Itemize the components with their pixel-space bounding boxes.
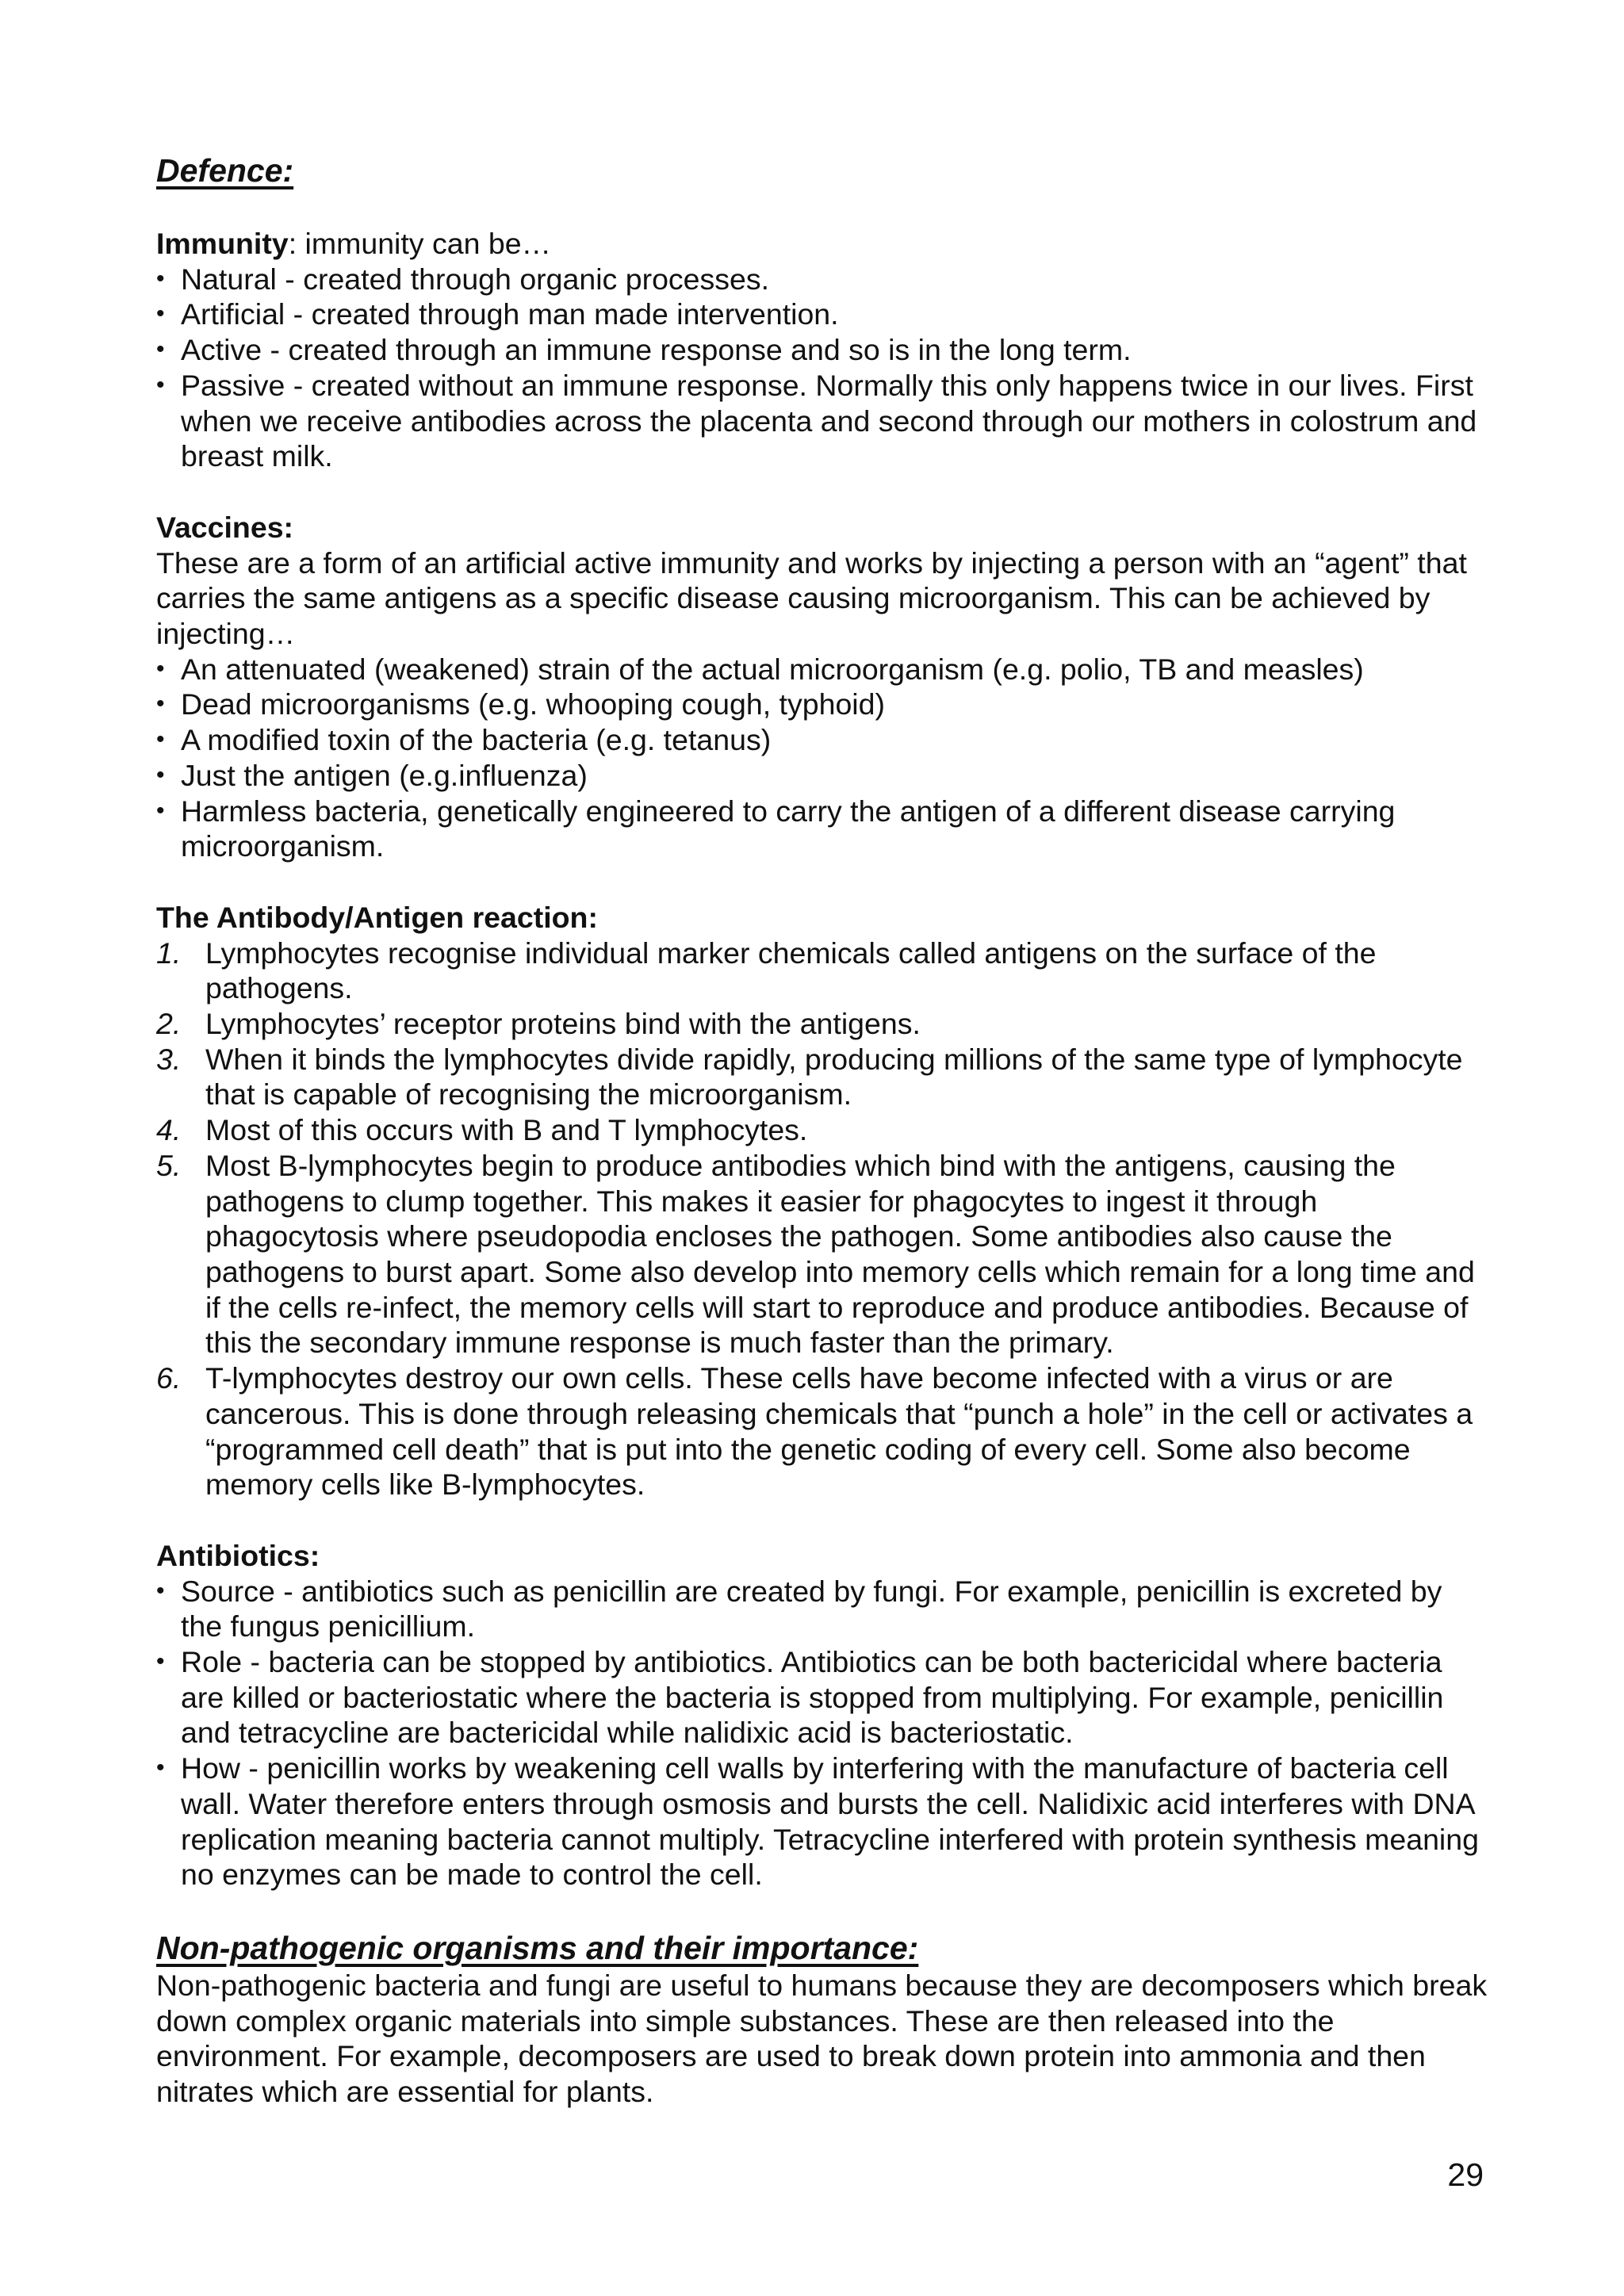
vaccines-heading: Vaccines: [156,510,294,544]
list-item: • A modified toxin of the bacteria (e.g. tetanus) [156,722,1488,758]
list-item [156,1360,1488,1502]
list-item-text: When it binds the lymphocytes divide rapidly, producing millions of the same type of lymphocyte that is capable of recognising the microorganism. [205,1042,1463,1112]
list-item-text: Most B-lymphocytes begin to produce antibodies which bind with the antigens, causing the pathogens to clump together. This makes it easier for phagocytes to ingest it through phagocytosis where pseudopodia encloses the pathogen. Some antibodies also cause the pathogens to burst apart. Some also develop into memory cells which remain for a long time and if the cells re-infect, the memory cells will start to reproduce and produce antibodies. Because of this the secondary immune response is much faster than the primary. [205,1148,1475,1360]
list-number: 4. [156,1113,182,1147]
page-number: 29 [1447,2156,1484,2193]
reaction-list [156,936,1488,1502]
spacer [156,474,1488,510]
nonpathogenic-heading: Non-pathogenic organisms and their importance: [156,1929,919,1966]
list-item [156,1042,1488,1112]
list-item-text: Most of this occurs with B and T lymphocytes. [205,1113,808,1147]
list-item-text: Lymphocytes’ receptor proteins bind with the antigens. [205,1007,921,1041]
spacer [156,190,1488,226]
list-number: 3. [156,1042,182,1076]
list-number: 1. [156,936,182,970]
list-item: • Source - antibiotics such as penicillin are created by fungi. For example, penicillin is excreted by the fungus penicillium. [156,1574,1488,1644]
spacer [156,1502,1488,1538]
list-item [156,936,1488,1006]
list-item: • An attenuated (weakened) strain of the actual microorganism (e.g. polio, TB and measles) [156,652,1488,687]
list-number: 6. [156,1361,182,1395]
immunity-label: Immunity [156,227,289,260]
immunity-list [156,262,1488,474]
list-item [156,1006,1488,1042]
list-item: • Just the antigen (e.g.influenza) [156,758,1488,794]
list-item: • Passive - created without an immune response. Normally this only happens twice in our lives. First when we receive antibodies across the placenta and second through our mothers in colostrum and breast milk. [156,368,1488,474]
list-item: • How - penicillin works by weakening cell walls by interfering with the manufacture of bacteria cell wall. Water therefore enters through osmosis and bursts the cell. Nalidixic acid interferes with DNA replication meaning bacteria cannot multiply. Tetracycline interfered with protein synthesis meaning no enzymes can be made to control the cell. [156,1751,1488,1892]
antibiotics-list [156,1574,1488,1892]
list-item: • Harmless bacteria, genetically engineered to carry the antigen of a different disease carrying microorganism. [156,794,1488,864]
nonpathogenic-text: Non-pathogenic bacteria and fungi are useful to humans because they are decomposers which break down complex organic materials into simple substances. These are then released into the environment. For example, decomposers are used to break down protein into ammonia and then nitrates which are essential for plants. [156,1968,1488,2109]
list-item [156,1148,1488,1360]
list-item [156,1112,1488,1148]
vaccines-intro: These are a form of an artificial active immunity and works by injecting a person with an “agent” that carries the same antigens as a specific disease causing microorganism. This can be achieved by injecting… [156,545,1467,651]
list-item-text: T-lymphocytes destroy our own cells. These cells have become infected with a virus or are cancerous. This is done through releasing chemicals that “punch a hole” in the cell or activates a “programmed cell death” that is put into the genetic coding of every cell. Some also become memory cells like B-lymphocytes. [205,1361,1473,1502]
list-item: • Active - created through an immune response and so is in the long term. [156,332,1488,368]
list-item: • Artificial - created through man made intervention. [156,297,1488,332]
list-item: • Natural - created through organic processes. [156,262,1488,297]
list-item: • Dead microorganisms (e.g. whooping cough, typhoid) [156,687,1488,722]
spacer [156,864,1488,900]
vaccines-list [156,652,1488,864]
immunity-intro-text: : immunity can be… [288,227,552,260]
list-number: 2. [156,1007,182,1041]
antibiotics-heading: Antibiotics: [156,1538,320,1572]
list-item: • Role - bacteria can be stopped by antibiotics. Antibiotics can be both bactericidal where bacteria are killed or bacteriostatic where the bacteria is stopped from multiplying. For example, penicillin and tetracycline are bactericidal while nalidixic acid is bacteriostatic. [156,1644,1488,1751]
list-item-text: Lymphocytes recognise individual marker chemicals called antigens on the surface of the pathogens. [205,936,1377,1005]
reaction-heading: The Antibody/Antigen reaction: [156,900,598,934]
list-number: 5. [156,1148,182,1182]
defence-heading: Defence: [156,152,294,189]
immunity-intro [156,226,1488,262]
spacer [156,1892,1488,1928]
document-page [156,151,1488,2110]
